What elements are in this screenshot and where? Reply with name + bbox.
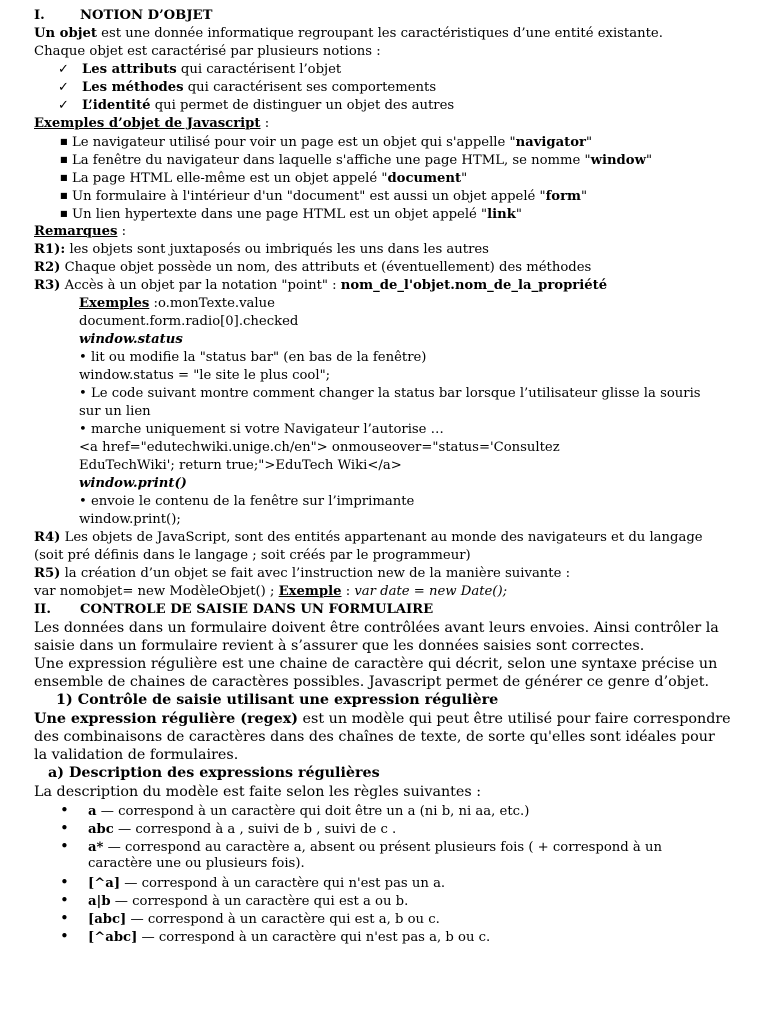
list-item: ■ La fenêtre du navigateur dans laquelle s'affiche une page HTML, se nomme "window" (34, 151, 734, 169)
remark-r3: R3) Accès à un objet par la notation "point" : nom_de_l'objet.nom_de_la_propriété (34, 278, 608, 293)
bullet-icon: • (60, 891, 69, 909)
remarques-heading: Remarques : (34, 224, 127, 239)
remark-r1: R1): les objets sont juxtaposés ou imbriqués les uns dans les autres (34, 242, 489, 257)
square-bullet-icon: ■ (60, 209, 68, 218)
code-line: <a href="edutechwiki.unige.ch/en"> onmouseover="status='Consultez (79, 440, 560, 455)
bullet-icon: • (60, 927, 69, 945)
text-line: • lit ou modifie la "status bar" (en bas de la fenêtre) (79, 350, 427, 365)
check-icon: ✓ (58, 80, 70, 95)
rule-item: • [^a] — correspond à un caractère qui n'est pas un a. (34, 873, 734, 891)
paragraph-line: la validation de formulaires. (34, 747, 239, 763)
code-line: EduTechWiki'; return true;">EduTech Wiki</a> (79, 458, 402, 473)
bullet-icon: • (60, 873, 69, 891)
paragraph-line: Une expression régulière est une chaine de caractère qui décrit, selon une syntaxe précise un (34, 656, 718, 672)
bullet-icon: • (60, 909, 69, 927)
paragraph-line: ensemble de chaines de caractères possibles. Javascript permet de générer ce genre d’objet. (34, 674, 710, 690)
document-page (34, 7, 734, 945)
square-bullet-icon: ■ (60, 155, 68, 164)
bullet-icon: • (60, 819, 69, 837)
text-line: • marche uniquement si votre Navigateur l’autorise … (79, 422, 444, 437)
list-item: ■ La page HTML elle-même est un objet appelé "document" (34, 169, 734, 187)
bullet-icon: • (60, 837, 69, 855)
examples-heading: Exemples d’objet de Javascript : (34, 116, 270, 131)
rule-item: • [abc] — correspond à un caractère qui est a, b ou c. (34, 909, 734, 927)
check-item: ✓ Les attributs qui caractérisent l’objet (34, 61, 734, 79)
list-item: ■ Un lien hypertexte dans une page HTML est un objet appelé "link" (34, 205, 734, 223)
code-heading: window.print() (79, 476, 187, 491)
code-heading: window.status (79, 332, 183, 347)
list-item: ■ Un formulaire à l'intérieur d'un "document" est aussi un objet appelé "form" (34, 187, 734, 205)
section-title-2: II. CONTROLE DE SAISIE DANS UN FORMULAIRE (34, 602, 434, 617)
subsection-title-1: 1) Contrôle de saisie utilisant une expression régulière (56, 692, 499, 708)
check-icon: ✓ (58, 62, 70, 77)
remark-r4: R4) Les objets de JavaScript, sont des entités appartenant au monde des navigateurs et du langage (34, 530, 703, 545)
subsection-title-a: a) Description des expressions régulières (48, 765, 380, 781)
text-line: • Le code suivant montre comment changer la status bar lorsque l’utilisateur glisse la souris (79, 386, 701, 401)
rule-item: • abc — correspond à a , suivi de b , suivi de c . (34, 819, 734, 837)
code-line: window.print(); (79, 512, 181, 527)
rule-item: • a* — correspond au caractère a, absent ou présent plusieurs fois ( + correspond à un (34, 837, 734, 855)
paragraph-line: des combinaisons de caractères dans des chaînes de texte, de sorte qu'elles sont idéales pour (34, 729, 715, 745)
remark-r4-continuation: (soit pré définis dans le langage ; soit créés par le programmeur) (34, 548, 471, 563)
square-bullet-icon: ■ (60, 191, 68, 200)
remark-r2: R2) Chaque objet possède un nom, des attributs et (éventuellement) des méthodes (34, 260, 592, 275)
paragraph-notions: Chaque objet est caractérisé par plusieurs notions : (34, 44, 381, 59)
code-line: window.status = "le site le plus cool"; (79, 368, 331, 383)
paragraph-line: Les données dans un formulaire doivent être contrôlées avant leurs envoies. Ainsi contrôler la (34, 620, 719, 636)
check-item: ✓ Les méthodes qui caractérisent ses comportements (34, 79, 734, 97)
paragraph-line: saisie dans un formulaire revient à s’assurer que les données saisies sont correctes. (34, 638, 645, 654)
text-line: sur un lien (79, 404, 151, 419)
paragraph-definition: Un objet est une donnée informatique regroupant les caractéristiques d’une entité existante. (34, 26, 663, 41)
remark-r3-example: Exemples :o.monTexte.value (79, 296, 275, 311)
regex-paragraph: Une expression régulière (regex) est un modèle qui peut être utilisé pour faire correspondre (34, 711, 731, 727)
list-item: ■ Le navigateur utilisé pour voir un page est un objet qui s'appelle "navigator" (34, 133, 734, 151)
rule-item: • a — correspond à un caractère qui doit être un a (ni b, ni aa, etc.) (34, 801, 734, 819)
code-line: document.form.radio[0].checked (79, 314, 299, 329)
rule-item: • a|b — correspond à un caractère qui est a ou b. (34, 891, 734, 909)
check-icon: ✓ (58, 98, 70, 113)
paragraph-line: La description du modèle est faite selon les règles suivantes : (34, 784, 482, 800)
text-line: • envoie le contenu de la fenêtre sur l’imprimante (79, 494, 415, 509)
rule-continuation: caractère une ou plusieurs fois). (88, 856, 305, 871)
remark-r5-code: var nomobjet= new ModèleObjet() ; Exemple : var date = new Date(); (34, 584, 508, 599)
bullet-icon: • (60, 801, 69, 819)
remark-r5: R5) la création d’un objet se fait avec l’instruction new de la manière suivante : (34, 566, 571, 581)
check-item: ✓ L’identité qui permet de distinguer un objet des autres (34, 97, 734, 115)
square-bullet-icon: ■ (60, 173, 68, 182)
square-bullet-icon: ■ (60, 137, 68, 146)
section-title-1: I. NOTION D’OBJET (34, 8, 213, 23)
rule-item: • [^abc] — correspond à un caractère qui n'est pas a, b ou c. (34, 927, 734, 945)
